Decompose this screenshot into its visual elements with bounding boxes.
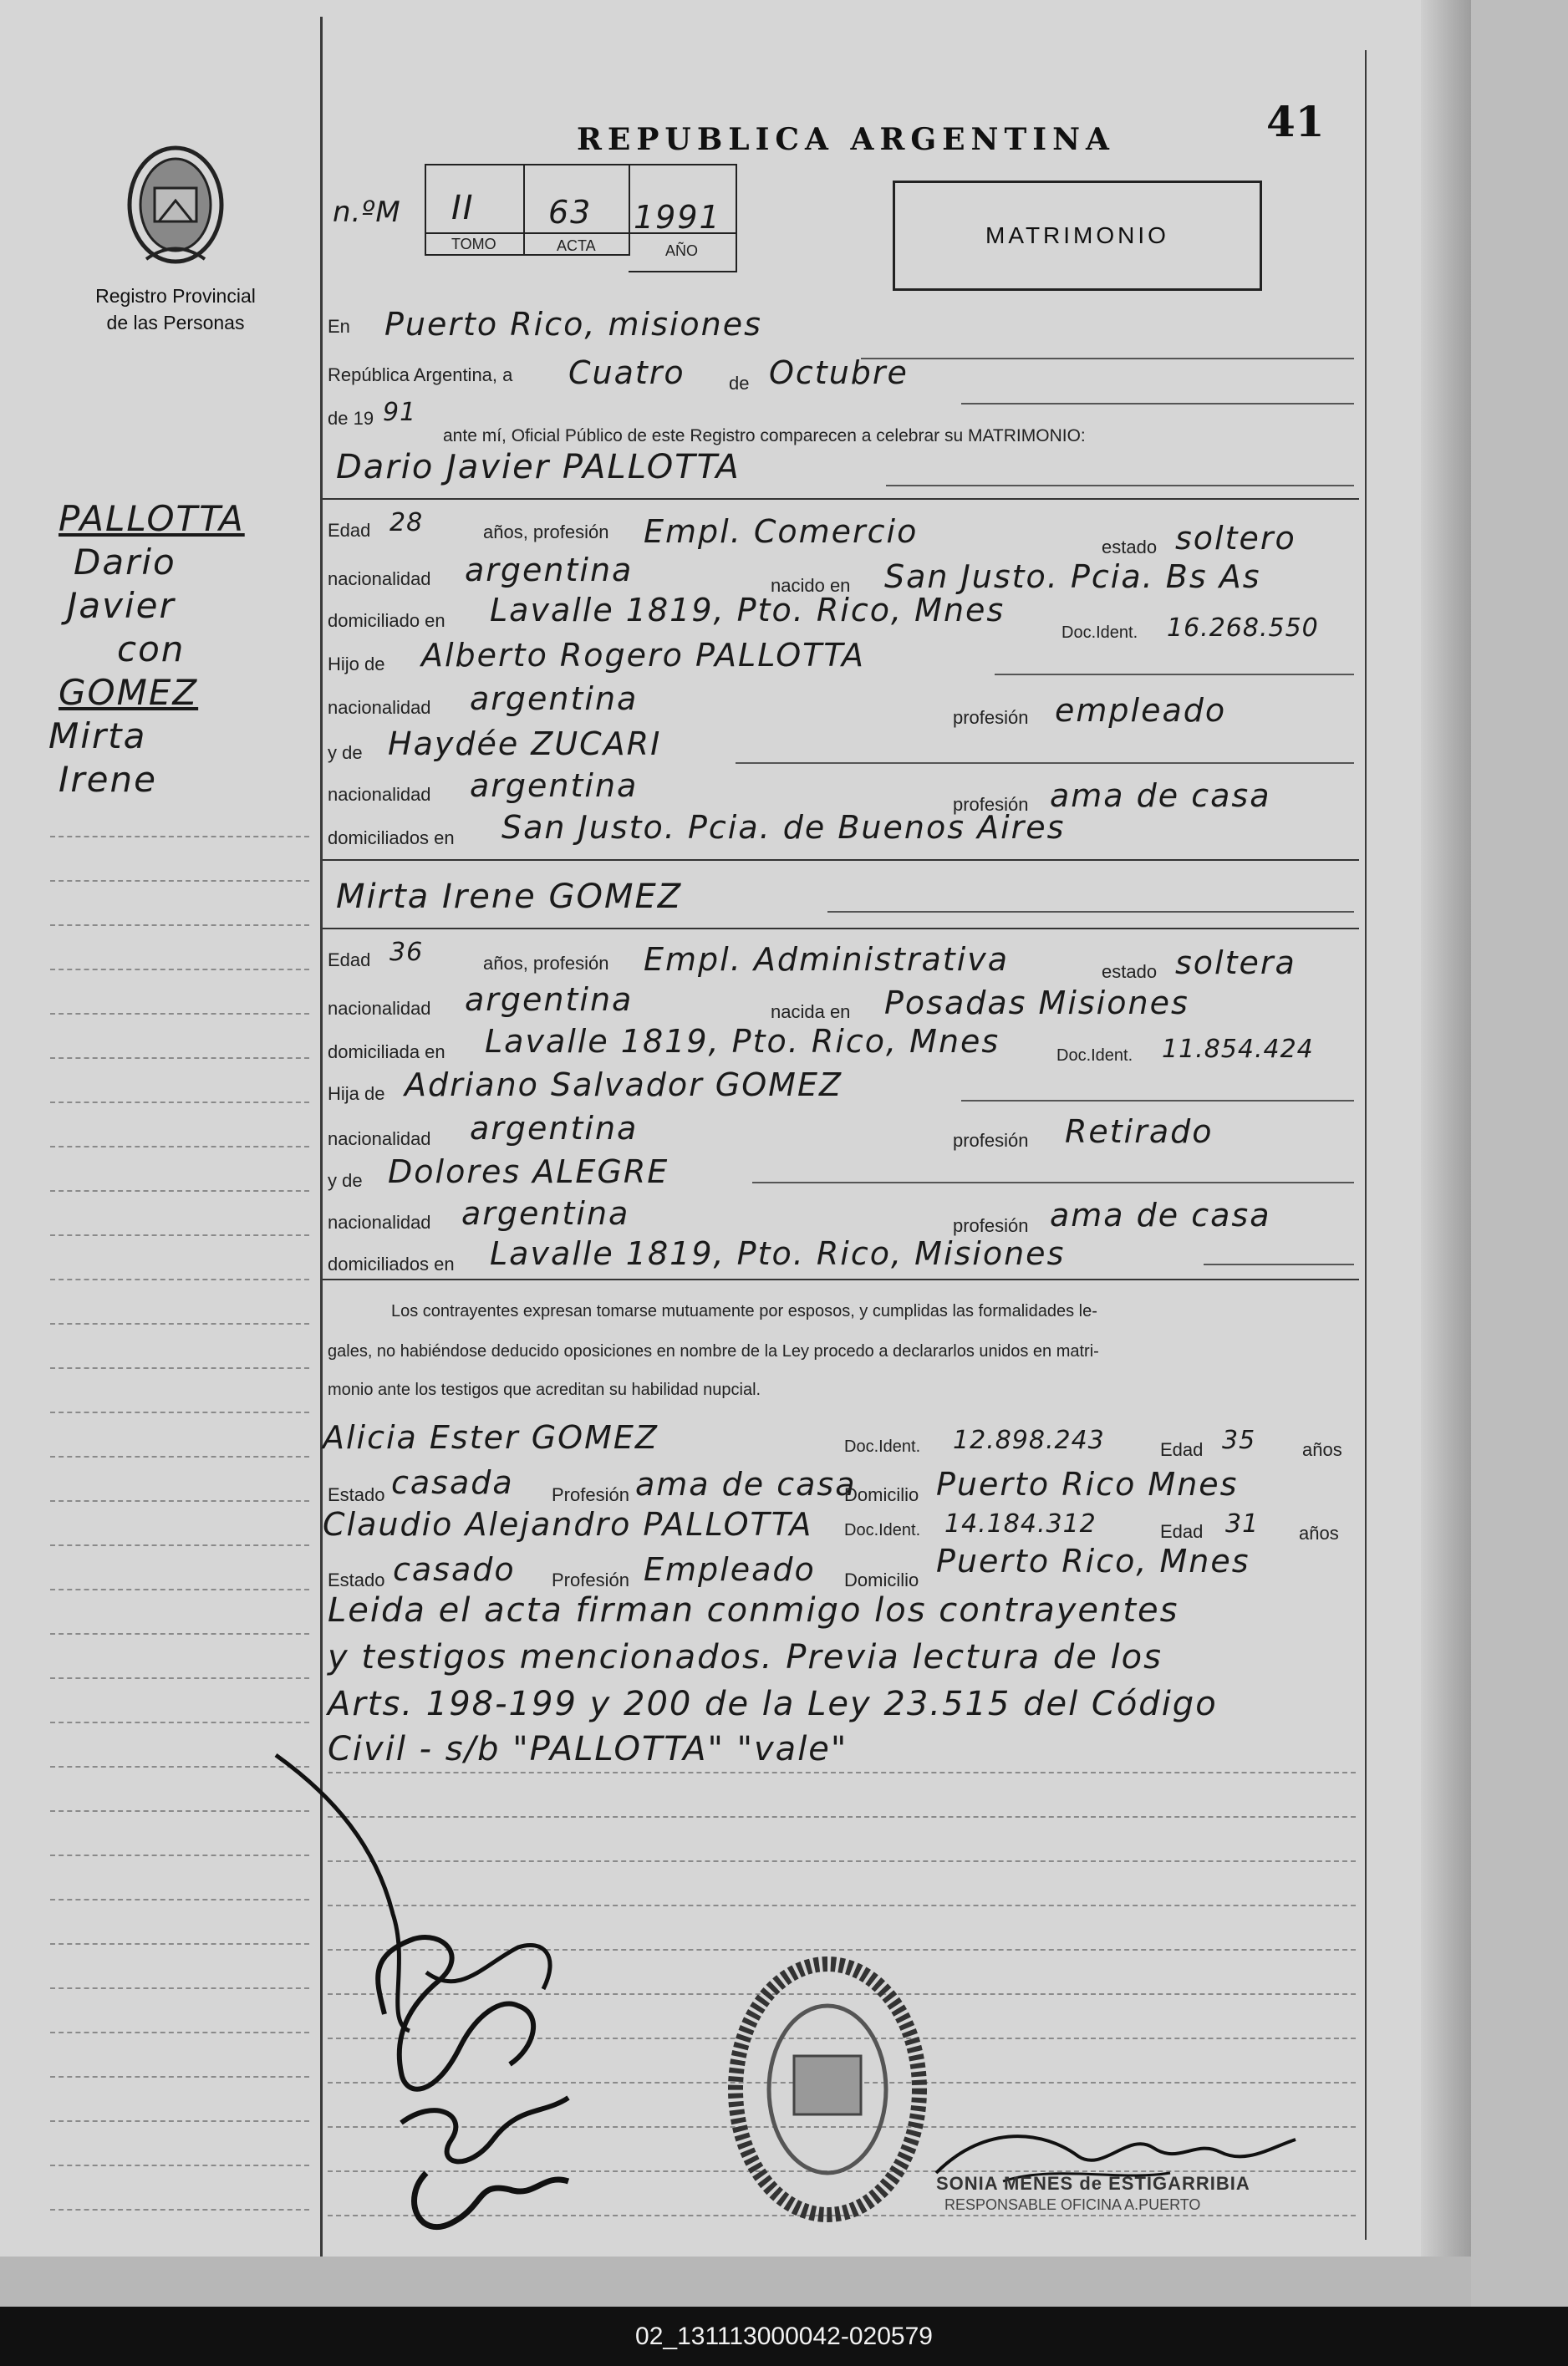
margin-name: GOMEZ xyxy=(59,672,199,713)
margin-name: PALLOTTA xyxy=(59,498,245,539)
bride-nacida: Posadas Misiones xyxy=(884,985,1189,1021)
edad-label: Edad xyxy=(328,949,371,970)
nacido-label: nacido en xyxy=(771,575,851,596)
groom-padre: Alberto Rogero PALLOTTA xyxy=(421,637,866,674)
place-value: Puerto Rico, misiones xyxy=(384,306,762,343)
margin-name: Dario xyxy=(74,542,176,583)
margin-ruled-line xyxy=(50,1722,309,1723)
groom-padre-prof: empleado xyxy=(1055,692,1227,729)
formula-line: monio ante los testigos que acreditan su habilidad nupcial. xyxy=(328,1381,761,1399)
right-rule xyxy=(1365,50,1367,2240)
groom-padre-nac: argentina xyxy=(470,680,639,717)
field-line xyxy=(995,674,1354,675)
margin-ruled-line xyxy=(50,1589,309,1590)
edad-label: Edad xyxy=(328,520,371,541)
oficial-stamp-text: SONIA MENES de ESTIGARRIBIA xyxy=(936,2173,1250,2194)
field-line xyxy=(827,911,1354,913)
nacionalidad-label: nacionalidad xyxy=(328,697,431,718)
margin-ruled-line xyxy=(50,1323,309,1325)
groom-madre: Haydée ZUCARI xyxy=(388,725,662,762)
witness2-estado: casado xyxy=(393,1551,516,1588)
section-rule xyxy=(323,928,1359,929)
witness1-doc: 12.898.243 xyxy=(953,1426,1105,1455)
registry-name: Registro Provincial de las Personas xyxy=(95,285,256,333)
doc-label: Doc.Ident. xyxy=(1061,623,1138,642)
groom-domicilio: Lavalle 1819, Pto. Rico, Mnes xyxy=(490,592,1005,628)
margin-ruled-line xyxy=(50,1234,309,1236)
witness2-profesion: Empleado xyxy=(644,1551,816,1588)
closing-line: Leida el acta firman conmigo los contrayentes xyxy=(328,1591,1179,1630)
archive-id: 02_131113000042-020579 xyxy=(0,2307,1568,2366)
margin-ruled-line xyxy=(50,1367,309,1369)
closing-line: Civil - s/b "PALLOTTA" "vale" xyxy=(328,1730,848,1768)
field-line xyxy=(886,485,1354,486)
field-line xyxy=(1204,1264,1354,1265)
margin-ruled-line xyxy=(50,1544,309,1546)
margin-ruled-line xyxy=(50,1500,309,1502)
margin-ruled-line xyxy=(50,836,309,837)
groom-madre-prof: ama de casa xyxy=(1050,777,1271,814)
bride-nacionalidad: argentina xyxy=(465,981,634,1018)
oficial-stamp-subtext: RESPONSABLE OFICINA A.PUERTO xyxy=(944,2196,1201,2213)
domicilio-label: domiciliado en xyxy=(328,610,445,631)
margin-ruled-line xyxy=(50,1412,309,1413)
nacionalidad-label: nacionalidad xyxy=(328,1212,431,1233)
witness1-estado: casada xyxy=(391,1464,514,1501)
domiciliados-label: domiciliados en xyxy=(328,827,455,848)
estado-label: Estado xyxy=(328,1570,385,1590)
domicilio-label: domiciliada en xyxy=(328,1041,445,1062)
anos-profesion-label: años, profesión xyxy=(483,953,609,974)
margin-ruled-line xyxy=(50,1146,309,1147)
anos-label: años xyxy=(1302,1439,1342,1460)
hija-label: Hija de xyxy=(328,1083,385,1104)
section-rule xyxy=(323,1279,1359,1280)
margin-ruled-line xyxy=(50,1057,309,1059)
groom-doc: 16.268.550 xyxy=(1167,613,1319,643)
margin-ruled-line xyxy=(50,880,309,882)
tomo-label: TOMO xyxy=(451,236,496,252)
page-edge-shadow xyxy=(1421,0,1471,2307)
field-line xyxy=(736,762,1354,764)
groom-nacido: San Justo. Pcia. Bs As xyxy=(884,558,1261,595)
groom-estado: soltero xyxy=(1175,520,1296,557)
de-label: de xyxy=(729,373,750,394)
field-line xyxy=(752,1182,1354,1183)
signature-contrayentes-icon xyxy=(267,1747,635,2248)
estado-label: estado xyxy=(1102,961,1158,982)
ano-label: AÑO xyxy=(665,242,699,259)
bride-padre-prof: Retirado xyxy=(1065,1113,1214,1150)
page-bottom-band xyxy=(0,2257,1471,2307)
bride-padre-nac: argentina xyxy=(470,1110,639,1147)
groom-name: Dario Javier PALLOTTA xyxy=(336,448,741,486)
field-line xyxy=(961,403,1354,405)
witness1-edad: 35 xyxy=(1222,1426,1256,1455)
groom-edad: 28 xyxy=(389,508,424,537)
formula-line: gales, no habiéndose deducido oposiciones en nombre de la Ley procedo a declararlos unidos en matri- xyxy=(328,1342,1099,1361)
anos-label: años xyxy=(1299,1523,1339,1544)
margin-ruled-line xyxy=(50,1677,309,1679)
republica-label: República Argentina, a xyxy=(328,364,513,385)
section-rule xyxy=(323,859,1359,861)
profesion-label: profesión xyxy=(953,1130,1029,1151)
estado-label: Estado xyxy=(328,1484,385,1505)
groom-profesion: Empl. Comercio xyxy=(644,513,919,550)
closing-line: Arts. 198-199 y 200 de la Ley 23.515 del Código xyxy=(328,1685,1218,1723)
witness2-domicilio: Puerto Rico, Mnes xyxy=(936,1543,1250,1580)
formula-line: Los contrayentes expresan tomarse mutuamente por esposos, y cumplidas las formalidades le- xyxy=(391,1302,1097,1320)
acta-label: ACTA xyxy=(557,237,596,254)
field-line xyxy=(861,358,1354,359)
bride-estado: soltera xyxy=(1175,944,1296,981)
provincial-seal-icon xyxy=(121,142,230,267)
edad-label: Edad xyxy=(1160,1521,1204,1542)
acta-value: 63 xyxy=(548,194,593,231)
field-line xyxy=(961,1100,1354,1102)
country-title: REPUBLICA ARGENTINA xyxy=(577,122,1115,157)
bride-name: Mirta Irene GOMEZ xyxy=(336,878,683,916)
bride-doc: 11.854.424 xyxy=(1162,1035,1314,1064)
month-value: Octubre xyxy=(769,354,909,391)
profesion-label: Profesión xyxy=(552,1484,629,1505)
bride-profesion: Empl. Administrativa xyxy=(644,941,1010,978)
groom-nacionalidad: argentina xyxy=(465,552,634,588)
record-prefix: n.ºM xyxy=(333,196,401,229)
margin-ruled-line xyxy=(50,1190,309,1192)
bride-domicilio: Lavalle 1819, Pto. Rico, Mnes xyxy=(485,1023,1000,1060)
yde-label: y de xyxy=(328,1170,363,1191)
ante-text: ante mí, Oficial Público de este Registro comparecen a celebrar su MATRIMONIO: xyxy=(443,426,1086,445)
official-stamp-icon xyxy=(719,1947,936,2231)
bride-madre-nac: argentina xyxy=(461,1195,630,1232)
estado-label: estado xyxy=(1102,537,1158,557)
margin-name: con xyxy=(117,628,186,669)
section-rule xyxy=(323,498,1359,500)
witness1-name: Alicia Ester GOMEZ xyxy=(323,1419,659,1456)
hijo-label: Hijo de xyxy=(328,654,385,674)
witness1-profesion: ama de casa xyxy=(635,1466,857,1503)
bride-padre: Adriano Salvador GOMEZ xyxy=(405,1066,843,1103)
ano-value: 1991 xyxy=(634,199,721,236)
margin-ruled-line xyxy=(50,1279,309,1280)
anos-profesion-label: años, profesión xyxy=(483,522,609,542)
nacionalidad-label: nacionalidad xyxy=(328,998,431,1019)
doc-label: Doc.Ident. xyxy=(1056,1046,1133,1065)
domiciliados-label: domiciliados en xyxy=(328,1254,455,1275)
witness2-doc: 14.184.312 xyxy=(944,1509,1097,1539)
margin-ruled-line xyxy=(50,1102,309,1103)
yde-label: y de xyxy=(328,742,363,763)
nacionalidad-label: nacionalidad xyxy=(328,784,431,805)
en-label: En xyxy=(328,316,350,337)
bride-madre-prof: ama de casa xyxy=(1050,1197,1271,1234)
margin-ruled-line xyxy=(50,924,309,926)
margin-ruled-line xyxy=(50,1013,309,1015)
tomo-value: II xyxy=(451,189,475,227)
margin-ruled-line xyxy=(50,969,309,970)
witness2-name: Claudio Alejandro PALLOTTA xyxy=(323,1506,813,1543)
profesion-label: Profesión xyxy=(552,1570,629,1590)
year-prefix: de 19 xyxy=(328,408,374,429)
groom-madre-nac: argentina xyxy=(470,767,639,804)
page-number: 41 xyxy=(1266,97,1325,146)
margin-name: Mirta xyxy=(48,715,147,756)
margin-name: Irene xyxy=(59,759,157,800)
doc-label: Doc.Ident. xyxy=(844,1521,921,1539)
domicilio-label: Domicilio xyxy=(844,1570,919,1590)
nacionalidad-label: nacionalidad xyxy=(328,568,431,589)
witness2-edad: 31 xyxy=(1225,1509,1260,1539)
day-value: Cuatro xyxy=(568,354,685,391)
profesion-label: profesión xyxy=(953,1215,1029,1236)
doc-label: Doc.Ident. xyxy=(844,1437,921,1456)
year-value: 91 xyxy=(383,398,417,427)
profesion-label: profesión xyxy=(953,707,1029,728)
edad-label: Edad xyxy=(1160,1439,1204,1460)
profesion-label: profesión xyxy=(953,794,1029,815)
domicilio-label: Domicilio xyxy=(844,1484,919,1505)
nacionalidad-label: nacionalidad xyxy=(328,1128,431,1149)
bride-edad: 36 xyxy=(389,938,424,967)
doc-type: MATRIMONIO xyxy=(985,222,1169,248)
nacida-label: nacida en xyxy=(771,1001,851,1022)
bride-madre: Dolores ALEGRE xyxy=(388,1153,669,1190)
witness1-domicilio: Puerto Rico Mnes xyxy=(936,1466,1239,1503)
margin-ruled-line xyxy=(50,1633,309,1635)
margin-ruled-line xyxy=(50,1456,309,1458)
book-edge xyxy=(1471,0,1568,2307)
closing-line: y testigos mencionados. Previa lectura de los xyxy=(328,1638,1163,1677)
bride-padres-domicilio: Lavalle 1819, Pto. Rico, Misiones xyxy=(490,1235,1066,1272)
groom-padres-domicilio: San Justo. Pcia. de Buenos Aires xyxy=(501,809,1066,846)
margin-name: Javier xyxy=(67,585,176,626)
